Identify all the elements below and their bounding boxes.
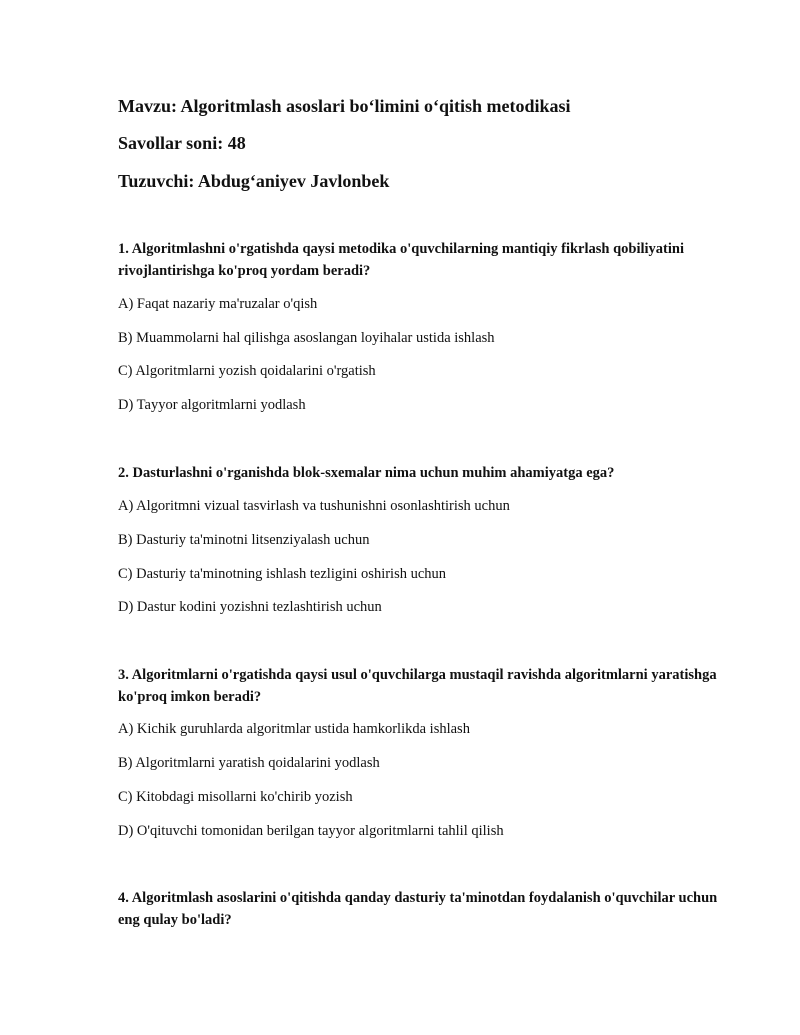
answer-option: C) Dasturiy ta'minotning ishlash tezligini oshirish uchun (118, 566, 447, 582)
answer-option: D) O'qituvchi tomonidan berilgan tayyor algoritmlarni tahlil qilish (118, 823, 504, 839)
answer-option: A) Faqat nazariy ma'ruzalar o'qish (118, 296, 318, 312)
answer-option: D) Dastur kodini yozishni tezlashtirish uchun (118, 599, 382, 615)
topic-heading: Mavzu: Algoritmlash asoslari bo‘limini o‘qitish metodikasi (118, 96, 571, 116)
answer-option: B) Algoritmlarni yaratish qoidalarini yodlash (118, 755, 380, 771)
answer-option: A) Algoritmni vizual tasvirlash va tushunishni osonlashtirish uchun (118, 498, 510, 514)
answer-option: B) Dasturiy ta'minotni litsenziyalash uchun (118, 532, 370, 548)
answer-option: B) Muammolarni hal qilishga asoslangan loyihalar ustida ishlash (118, 330, 495, 346)
question-text: 2. Dasturlashni o'rganishda blok-sxemalar nima uchun muhim ahamiyatga ega? (118, 465, 615, 481)
question-text: 1. Algoritmlashni o'rgatishda qaysi metodika o'quvchilarning mantiqiy fikrlash qobiliyatini rivojlantirishga ko'proq yordam beradi? (118, 241, 685, 279)
question-text: 4. Algoritmlash asoslarini o'qitishda qanday dasturiy ta'minotdan foydalanish o'quvchilar uchun eng qulay bo'ladi? (118, 890, 718, 928)
answer-option: C) Kitobdagi misollarni ko'chirib yozish (118, 789, 353, 805)
question-text: 3. Algoritmlarni o'rgatishda qaysi usul o'quvchilarga mustaqil ravishda algoritmlarni yaratishga ko'proq imkon beradi? (118, 667, 717, 705)
author-heading: Tuzuvchi: Abdug‘aniyev Javlonbek (118, 171, 390, 191)
answer-option: D) Tayyor algoritmlarni yodlash (118, 397, 306, 413)
answer-option: C) Algoritmlarni yozish qoidalarini o'rgatish (118, 363, 376, 379)
question-count-heading: Savollar soni: 48 (118, 133, 246, 153)
answer-option: A) Kichik guruhlarda algoritmlar ustida hamkorlikda ishlash (118, 721, 470, 737)
